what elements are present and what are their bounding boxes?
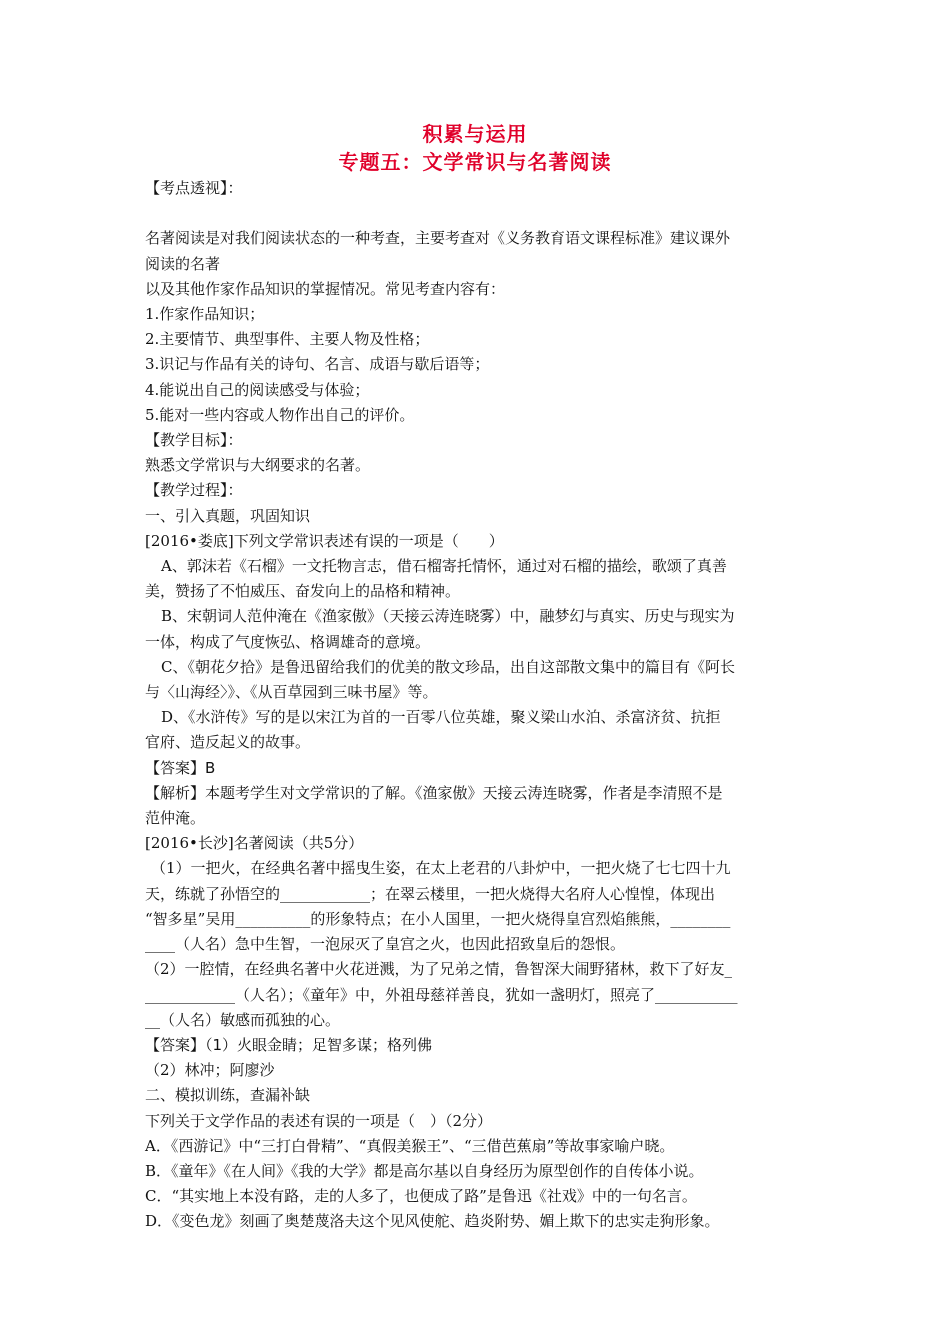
document-body — [145, 176, 810, 1235]
text-line: 一体，构成了气度恢弘、格调雄奇的意境。 — [145, 632, 431, 651]
text-line: D、《水浒传》写的是以宋江为首的一百零八位英雄，聚义梁山水泊、杀富济贫、抗拒 — [161, 708, 721, 727]
text-line: ____________（人名）；《童年》中，外祖母慈祥善良，犹如一盏明灯，照亮了___________ — [145, 985, 738, 1004]
text-line: 【解析】本题考学生对文学常识的了解。《渔家傲》天接云涛连晓雾，作者是李清照不是 — [145, 783, 723, 802]
text-line: （1）一把火，在经典名著中摇曳生姿，在太上老君的八卦炉中，一把火烧了七七四十九 — [151, 859, 731, 878]
text-line: 美，赞扬了不怕威压、奋发向上的品格和精神。 — [145, 582, 461, 601]
text-line: [2016•娄底]下列文学常识表述有误的一项是（ ） — [145, 531, 504, 550]
text-line: 官府、造反起义的故事。 — [145, 733, 311, 752]
text-line: C．“其实地上本没有路，走的人多了，也便成了路”是鲁迅《社戏》中的一句名言。 — [145, 1187, 697, 1206]
text-line: 下列关于文学作品的表述有误的一项是（ ）（2分） — [145, 1111, 493, 1130]
page-subtitle: 专题五：文学常识与名著阅读 — [338, 150, 612, 174]
text-line: 范仲淹。 — [145, 809, 206, 828]
text-line: 5.能对一些内容或人物作出自己的评价。 — [145, 405, 415, 424]
text-line: B．《童年》《在人间》《我的大学》都是高尔基以自身经历为原型创作的自传体小说。 — [145, 1161, 704, 1180]
text-line: 以及其他作家作品知识的掌握情况。常见考查内容有： — [145, 279, 506, 298]
text-line: D．《变色龙》刻画了奥楚蔑洛夫这个见风使舵、趋炎附势、媚上欺下的忠实走狗形象。 — [145, 1212, 720, 1231]
text-line — [145, 201, 810, 226]
text-line: 阅读的名著 — [145, 254, 221, 273]
text-line: （2）林冲；阿廖沙 — [145, 1061, 275, 1080]
text-line: 2.主要情节、典型事件、主要人物及性格； — [145, 330, 430, 349]
text-line: 3.识记与作品有关的诗句、名言、成语与歇后语等； — [145, 355, 490, 374]
text-line: 与〈山海经〉》、《从百草园到三味书屋》等。 — [145, 683, 438, 702]
text-line: （2）一腔情，在经典名著中火花迸溅，为了兄弟之情，鲁智深大闹野猪林，救下了好友_ — [145, 960, 733, 979]
text-line: “智多星”吴用__________的形象特点；在小人国里，一把火烧得皇宫烈焰熊熊，________ — [145, 909, 731, 928]
text-line: A．《西游记》中“三打白骨精”、“真假美猴王”、“三借芭蕉扇”等故事家喻户晓。 — [145, 1136, 675, 1155]
text-line: 二、模拟训练，查漏补缺 — [145, 1086, 311, 1105]
text-line: 天，练就了孙悟空的____________；在翠云楼里，一把火烧得大名府人心惶惶，体现出 — [145, 884, 716, 903]
text-line: A、郭沫若《石榴》一文托物言志，借石榴寄托情怀，通过对石榴的描绘，歌颂了真善 — [161, 557, 727, 576]
page-title: 积累与运用 — [422, 122, 528, 146]
text-line: __（人名）敏感而孤独的心。 — [145, 1010, 341, 1029]
text-line: 一、引入真题，巩固知识 — [145, 506, 311, 525]
text-line: 【答案】B — [145, 758, 216, 777]
text-line: B、宋朝词人范仲淹在《渔家傲》（天接云涛连晓雾）中，融梦幻与真实、历史与现实为 — [161, 607, 735, 626]
text-line: C、《朝花夕拾》是鲁迅留给我们的优美的散文珍品，出自这部散文集中的篇目有《阿长 — [161, 657, 735, 676]
text-line: 【教学过程】： — [145, 481, 243, 500]
text-line: ____（人名）急中生智，一泡尿灭了皇宫之火，也因此招致皇后的怨恨。 — [145, 935, 626, 954]
text-line: 【教学目标】： — [145, 431, 243, 450]
text-line: 【考点透视】： — [145, 179, 243, 197]
text-line: [2016•长沙]名著阅读（共5分） — [145, 834, 364, 853]
text-line: 4.能说出自己的阅读感受与体验； — [145, 380, 370, 399]
title-block — [0, 120, 950, 176]
text-line: 熟悉文学常识与大纲要求的名著。 — [145, 456, 371, 475]
text-line: 名著阅读是对我们阅读状态的一种考查，主要考查对《义务教育语文课程标准》建议课外 — [145, 229, 731, 248]
text-line: 【答案】（1）火眼金睛；足智多谋；格列佛 — [145, 1035, 433, 1054]
text-line: 1.作家作品知识； — [145, 305, 265, 324]
